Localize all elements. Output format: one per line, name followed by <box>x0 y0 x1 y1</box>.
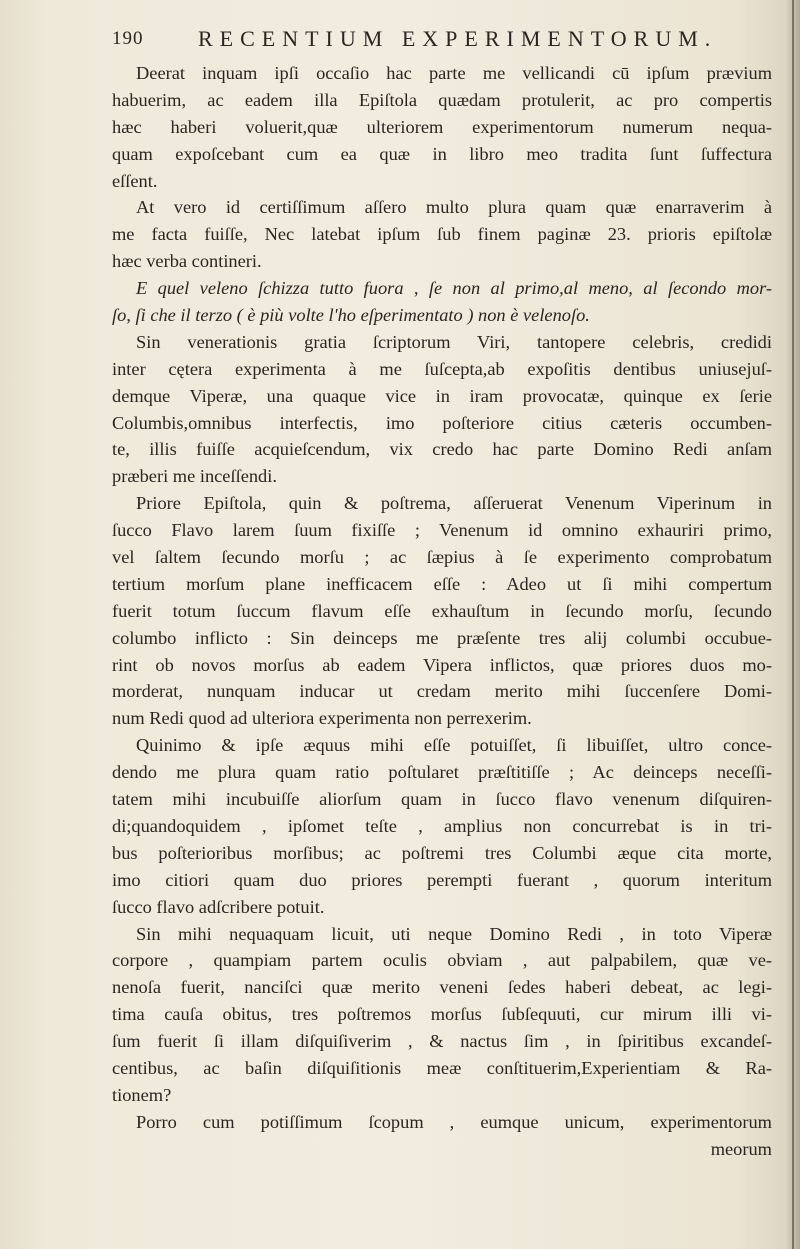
text-line: Porro cum potiſſimum ſcopum , eumque unicum, experimentorum <box>136 1111 772 1132</box>
text-line: dendo me plura quam ratio poſtularet præſtitiſſe ; Ac deinceps neceſſi- <box>112 762 772 783</box>
italic-quote-line: E quel veleno ſchizza tutto fuora , ſe non al primo,al meno, al ſecondo mor- <box>136 278 772 299</box>
text-line: hæc haberi voluerit,quæ ulteriorem experimentorum numerum nequa- <box>112 116 772 137</box>
text-line: Columbis,omnibus interfectis, imo poſteriore citius cæteris occumben- <box>112 412 772 433</box>
text-line: imo citiori quam duo priores perempti fuerant , quorum interitum <box>112 869 772 890</box>
text-line: tertium morſum plane inefficacem eſſe : Adeo ut ſi mihi compertum <box>112 573 772 594</box>
text-line: columbo inflicto : Sin deinceps me præſente tres alij columbi occubue- <box>112 627 772 648</box>
running-head: RECENTIUM EXPERIMENTORUM. <box>198 26 718 51</box>
body-text <box>112 60 772 1163</box>
text-line: quam expoſcebant cum ea quæ in libro meo tradita ſunt ſuffectura <box>112 143 772 164</box>
text-line: ſum fuerit ſi illam diſquiſiverim , & nactus ſim , in ſpiritibus excandeſ- <box>112 1031 772 1052</box>
text-line: tionem? <box>112 1084 172 1105</box>
page-edge-line <box>792 0 794 1249</box>
text-line: Priore Epiſtola, quin & poſtrema, aſſeruerat Venenum Viperinum in <box>136 493 772 514</box>
text-line: inter cętera experimenta à me ſuſcepta,ab expoſitis dentibus uniusejuſ- <box>112 358 772 379</box>
catchword: meorum <box>710 1138 772 1159</box>
text-line: ſucco flavo adſcribere potuit. <box>112 896 325 917</box>
italic-quote-line: ſo, ſi che il terzo ( è più volte l'ho eſperimentato ) non è velenoſo. <box>112 305 590 326</box>
text-line: num Redi quod ad ulteriora experimenta non perrexerim. <box>112 708 532 729</box>
text-line: vel ſaltem ſecundo morſu ; ac ſæpius à ſe experimento comprobatum <box>112 547 772 568</box>
text-line: tatem mihi incubuiſſe aliorſum quam in ſucco flavo venenum diſquiren- <box>112 789 772 810</box>
page-header <box>112 26 722 60</box>
text-line: præberi me inceſſendi. <box>112 466 277 487</box>
text-line: me facta fuiſſe, Nec latebat ipſum ſub finem paginæ 23. prioris epiſtolæ <box>112 224 772 245</box>
text-line: corpore , quampiam partem oculis obviam , aut palpabilem, quæ ve- <box>112 950 772 971</box>
text-line: habuerim, ac eadem illa Epiſtola quædam protulerit, ac pro compertis <box>112 89 772 110</box>
text-line: di;quandoquidem , ipſomet teſte , amplius non concurrebat is in tri- <box>112 815 772 836</box>
text-line: Sin venerationis gratia ſcriptorum Viri, tantopere celebris, credidi <box>136 331 772 352</box>
text-line: rint ob novos morſus ab eadem Vipera inflictos, quæ priores duos mo- <box>112 654 772 675</box>
text-line: eſſent. <box>112 170 158 191</box>
text-line: fuerit totum ſuccum flavum eſſe exhauſtum in ſecundo morſu, ſecundo <box>112 600 772 621</box>
text-line: tima cauſa obitus, tres poſtremos morſus ſubſequuti, cur mirum illi vi- <box>112 1004 772 1025</box>
text-line: Sin mihi nequaquam licuit, uti neque Domino Redi , in toto Viperæ <box>136 923 772 944</box>
text-line: morderat, nunquam inducar ut credam merito mihi ſuccenſere Domi- <box>112 681 772 702</box>
text-line: Deerat inquam ipſi occaſio hac parte me vellicandi cū ipſum prævium <box>136 63 772 83</box>
text-line: Quinimo & ipſe æquus mihi eſſe potuiſſet, ſi libuiſſet, ultro conce- <box>136 735 772 756</box>
text-line: hæc verba contineri. <box>112 251 262 272</box>
text-line: At vero id certiſſimum aſſero multo plura quam quæ enarraverim à <box>136 197 772 218</box>
text-line: centibus, ac baſin diſquiſitionis meæ conſtituerim,Experientiam & Ra- <box>112 1057 772 1078</box>
text-line: ſucco Flavo larem ſuum fixiſſe ; Venenum id omnino exhauriri primo, <box>112 520 772 541</box>
text-line: demque Viperæ, una quaque vice in iram provocatæ, quinque ex ſerie <box>112 385 772 406</box>
text-line: bus poſterioribus morſibus; ac poſtremi tres Columbi æque cita morte, <box>112 842 772 863</box>
text-line: te, illis fuiſſe acquieſcendum, vix credo hac parte Domino Redi anſam <box>112 439 772 460</box>
text-line: nenoſa fuerit, nanciſci quæ merito veneni ſedes haberi debeat, ac legi- <box>112 977 772 998</box>
page-number: 190 <box>112 28 144 49</box>
